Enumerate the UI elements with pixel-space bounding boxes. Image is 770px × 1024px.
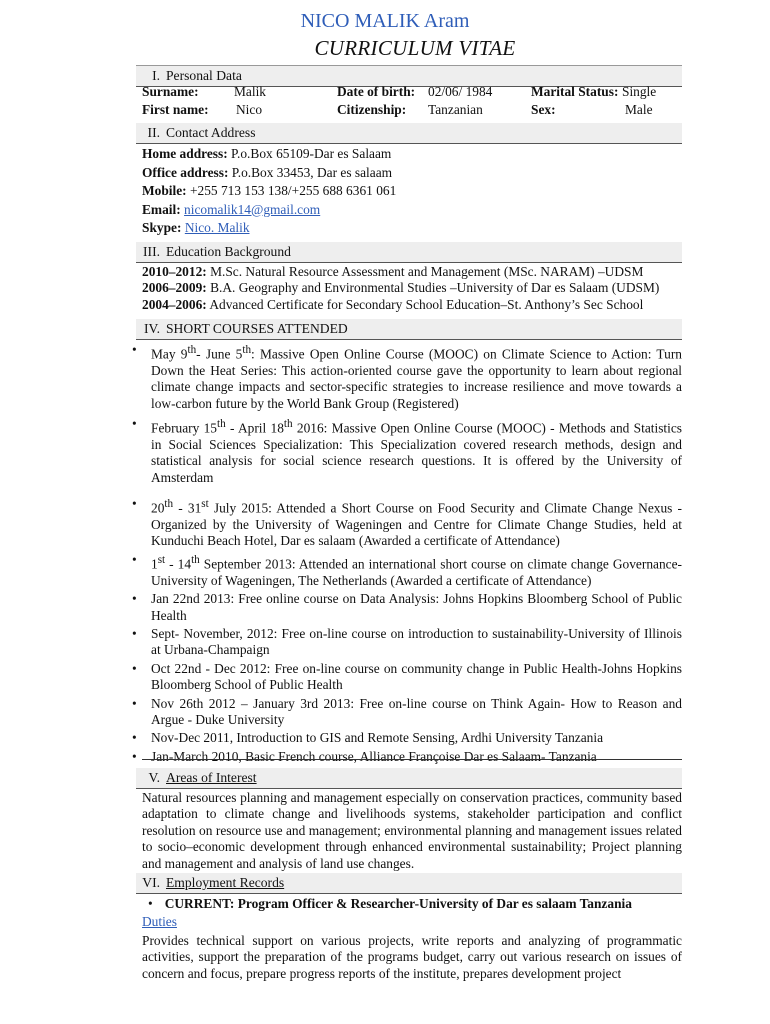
citizenship-label: Citizenship: — [337, 102, 407, 117]
education-item: 2010–2012: M.Sc. Natural Resource Assessment and Management (MSc. NARAM) –UDSM — [142, 264, 644, 279]
email-link[interactable]: nicomalik14@gmail.com — [184, 201, 321, 217]
marital-label: Marital Status: — [531, 84, 619, 99]
education-item: 2004–2006: Advanced Certificate for Secondary School Education–St. Anthony’s Sec School — [142, 296, 644, 312]
course-item: • Jan 22nd 2013: Free online course on Data Analysis: Johns Hopkins Bloomberg School of Public Health — [142, 591, 682, 624]
mobile-number: +255 713 153 138/+255 688 6361 061 — [189, 183, 397, 198]
section-number: I. — [152, 68, 160, 83]
course-item: • Oct 22nd - Dec 2012: Free on-line course on community change in Public Health-Johns Hopkins Bloomberg School of Public Health — [142, 661, 682, 694]
email-label: Email: — [142, 201, 181, 217]
duties-text: Provides technical support on various projects, write reports and analyzing of programmatic activities, support the preparation of the programs budget, carry out various research on issues of concern and focus, prepare progress reports of the institute, prepares development project — [142, 932, 682, 981]
course-item: • February 15th - April 18th 2016: Massive Open Online Course (MOOC) - Methods and Statistics in Social Sciences Specialization: This Specialization covered research methods, design and statistical analysis for social science research questions. It is offered by the University of Amsterdam — [142, 416, 682, 486]
sex-value: Male — [625, 102, 653, 117]
section-title: Contact Address — [166, 125, 256, 140]
office-address-label: Office address: — [142, 164, 229, 180]
areas-of-interest-text: Natural resources planning and management especially on conservation practices, community based adaptation to climate change and livelihoods systems, stakeholder participation and conflict resolution on resource use and management; environmental planning and management issues related to socio–economic development through enhanced environmental sustainability; Project planning and management and analysis of land use changes. — [142, 790, 682, 871]
section-title: Areas of Interest — [166, 770, 257, 785]
surname-value: Malik — [234, 84, 266, 99]
section-number: IV. — [144, 321, 160, 336]
section-number: II. — [147, 125, 160, 140]
section-divider — [142, 759, 682, 760]
surname-label: Surname: — [142, 84, 199, 99]
course-item: • 20th - 31st July 2015: Attended a Short Course on Food Security and Climate Change Nexus - Organized by the University of Wageningen and Centre for Climate Change Studies, held at Kunduchi Beach Hotel, Dar es salaam (Awarded a certificate of Attendance) — [142, 496, 682, 550]
section-employment-records — [136, 873, 682, 894]
document-title: CURRICULUM VITAE — [314, 36, 516, 60]
short-courses-list — [142, 342, 682, 767]
section-title: SHORT COURSES ATTENDED — [166, 321, 348, 336]
skype-label: Skype: — [142, 220, 182, 235]
section-title: Personal Data — [166, 68, 242, 83]
course-item: • Nov 26th 2012 – January 3rd 2013: Free on-line course on Think Again- How to Reason and Argue - Duke University — [142, 696, 682, 729]
section-title: Employment Records — [166, 875, 285, 890]
skype-link[interactable]: Nico. Malik — [184, 220, 250, 235]
office-address: P.o.Box 33453, Dar es salaam — [231, 164, 393, 180]
section-areas-of-interest — [136, 768, 682, 789]
home-address-label: Home address: — [142, 146, 228, 161]
marital-value: Single — [622, 84, 657, 99]
course-item: • Sept- November, 2012: Free on-line course on introduction to sustainability-University of Illinois at Urbana-Champaign — [142, 626, 682, 659]
section-contact-address — [136, 123, 682, 144]
home-address: P.o.Box 65109-Dar es Salaam — [231, 146, 392, 161]
citizenship-value: Tanzanian — [428, 102, 483, 117]
section-number: VI. — [142, 875, 160, 890]
education-item: 2006–2009: B.A. Geography and Environmental Studies –University of Dar es Salaam (UDSM) — [142, 280, 660, 296]
dob-value: 02/06/ 1984 — [428, 84, 493, 99]
course-item: • May 9th- June 5th: Massive Open Online Course (MOOC) on Climate Science to Action: Turn Down the Heat Series: This action-oriented course gave the opportunity to learn about regional climate change impacts and sector-specific strategies to increase resilience and move towards a low-carbon future by the World Bank Group (Registered) — [142, 342, 682, 412]
contact-details — [142, 145, 682, 238]
mobile-label: Mobile: — [142, 183, 187, 198]
section-number: III. — [143, 244, 160, 259]
firstname-label: First name: — [142, 102, 209, 117]
section-title: Education Background — [166, 244, 291, 259]
duties-link[interactable]: Duties — [142, 914, 177, 930]
section-short-courses — [136, 319, 682, 340]
dob-label: Date of birth: — [337, 84, 416, 99]
employment-details — [142, 896, 682, 982]
sex-label: Sex: — [531, 102, 556, 117]
section-education — [136, 242, 682, 263]
section-number: V. — [148, 770, 160, 785]
course-item: • Jan-March 2010, Basic French course, Alliance Françoise Dar es Salaam- Tanzania — [142, 749, 682, 765]
course-item: • Nov-Dec 2011, Introduction to GIS and Remote Sensing, Ardhi University Tanzania — [142, 730, 682, 746]
current-position: • CURRENT: Program Officer & Researcher-University of Dar es salaam Tanzania — [142, 896, 682, 912]
firstname-value: Nico — [236, 102, 263, 117]
course-item: • 1st - 14th September 2013: Attended an international short course on climate change Governance-University of Wageningen, The Netherlands (Awarded a certificate of Attendance) — [142, 552, 682, 589]
education-list — [142, 264, 682, 313]
person-name: NICO MALIK Aram — [300, 10, 470, 32]
